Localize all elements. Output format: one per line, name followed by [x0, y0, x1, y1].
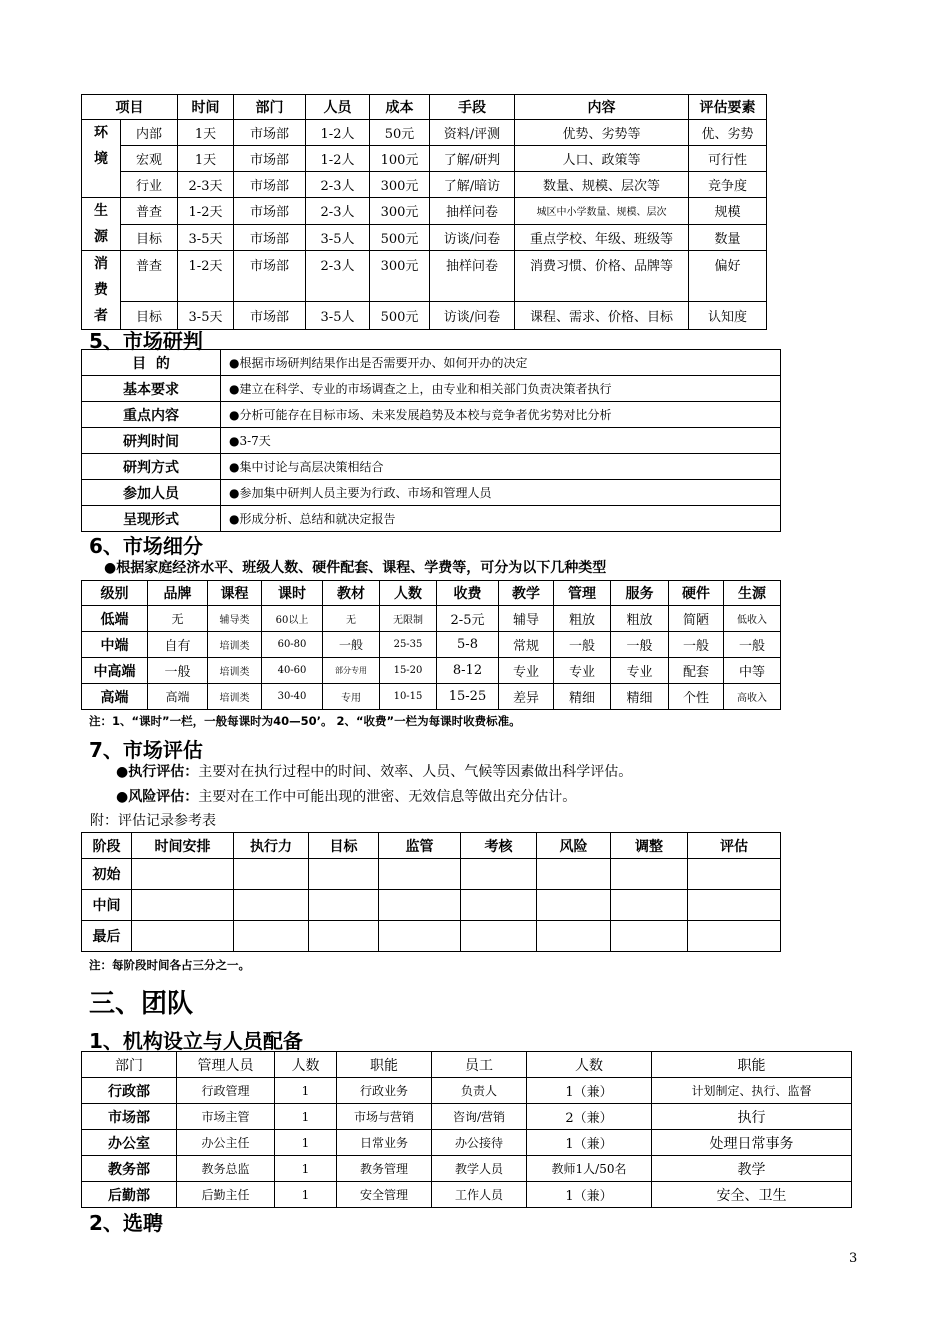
- table-row: [82, 1078, 852, 1104]
- row-label: 办公室: [82, 1130, 177, 1156]
- table-cell: 市场部: [234, 224, 306, 251]
- table-cell: 2-3天: [178, 172, 234, 198]
- table-cell: [234, 921, 309, 952]
- row-label: 最后: [82, 921, 132, 952]
- table-cell: [611, 890, 688, 921]
- group-label-consumer: [82, 251, 121, 330]
- table-cell: 工作人员: [432, 1182, 527, 1208]
- row-label: 高端: [82, 684, 148, 710]
- table-cell: 300元: [370, 251, 430, 302]
- table-row: [82, 684, 781, 710]
- table-cell: 教学人员: [432, 1156, 527, 1182]
- table-cell: 市场部: [234, 302, 306, 330]
- table-cell: 精细: [554, 684, 611, 710]
- part-3-title: 三、团队: [89, 989, 194, 1019]
- table-cell: 无: [148, 606, 208, 632]
- row-value: ●参加集中研判人员主要为行政、市场和管理人员: [221, 480, 781, 506]
- table-cell: 一般: [724, 632, 781, 658]
- table-cell: 行政管理: [177, 1078, 275, 1104]
- table-cell: 2-3人: [306, 198, 370, 225]
- bullet-text: 主要对在执行过程中的时间、效率、人员、气候等因素做出科学评估。: [198, 764, 633, 780]
- table-cell: 简陋: [669, 606, 724, 632]
- group-label-environment: [82, 120, 121, 198]
- table-cell: 消费习惯、价格、品牌等: [515, 251, 689, 302]
- table-cell: 1: [275, 1156, 337, 1182]
- appendix-caption: 附：评估记录参考表: [90, 813, 216, 829]
- group-char: 环: [94, 125, 108, 141]
- table-row: [82, 632, 781, 658]
- table-cell: [611, 921, 688, 952]
- table-cell: 辅导类: [208, 606, 262, 632]
- col-header: 教学: [499, 581, 554, 606]
- table-cell: [309, 890, 379, 921]
- header-row: [82, 581, 781, 606]
- col-header: 考核: [461, 833, 537, 859]
- row-value: ●分析可能存在目标市场、未来发展趋势及本校与竞争者优劣势对比分析: [221, 402, 781, 428]
- table-cell: 1: [275, 1182, 337, 1208]
- table-cell: 目标: [121, 224, 178, 251]
- section-6-title: 6、市场细分: [89, 534, 203, 558]
- table-cell: 1（兼）: [527, 1182, 652, 1208]
- table-row: [82, 198, 767, 225]
- table-cell: 教务总监: [177, 1156, 275, 1182]
- row-label: 中间: [82, 890, 132, 921]
- table-cell: 无限制: [380, 606, 437, 632]
- table-cell: 访谈/问卷: [430, 302, 515, 330]
- table-cell: 城区中小学数量、规模、层次: [515, 198, 689, 225]
- col-header: 评估: [688, 833, 781, 859]
- col-header: 监管: [379, 833, 461, 859]
- row-label: 研判方式: [82, 454, 221, 480]
- table-cell: 2（兼）: [527, 1104, 652, 1130]
- header-row: [82, 95, 767, 120]
- table-cell: 规模: [689, 198, 767, 225]
- table-row: [82, 480, 781, 506]
- table-cell: 市场部: [234, 120, 306, 146]
- table-cell: 计划制定、执行、监督: [652, 1078, 852, 1104]
- group-char: 源: [94, 229, 108, 245]
- table-cell: 处理日常事务: [652, 1130, 852, 1156]
- row-value: ●根据市场研判结果作出是否需要开办、如何开办的决定: [221, 350, 781, 376]
- table-cell: 数量: [689, 224, 767, 251]
- page-number: 3: [849, 1251, 858, 1266]
- table-cell: [379, 921, 461, 952]
- table-cell: 1-2天: [178, 251, 234, 302]
- table-row: [82, 454, 781, 480]
- market-segment-table: [81, 580, 781, 710]
- row-label: 呈现形式: [82, 506, 221, 532]
- table-cell: 15-25: [437, 684, 499, 710]
- table-cell: 市场部: [234, 146, 306, 172]
- row-label: 低端: [82, 606, 148, 632]
- row-label: 中高端: [82, 658, 148, 684]
- table-cell: 普查: [121, 251, 178, 302]
- table-cell: 市场部: [234, 198, 306, 225]
- table-cell: 1-2人: [306, 120, 370, 146]
- table-row: [82, 890, 781, 921]
- col-header: 硬件: [669, 581, 724, 606]
- group-char: 费: [94, 282, 108, 298]
- table-row: [82, 1156, 852, 1182]
- table-cell: 1-2天: [178, 198, 234, 225]
- col-header: 管理: [554, 581, 611, 606]
- bullet-label: ●执行评估：: [116, 764, 199, 780]
- table-cell: 3-5天: [178, 302, 234, 330]
- table-cell: 粗放: [554, 606, 611, 632]
- section-6-note: 注：1、“课时”一栏，一般每课时为40—50’。 2、“收费”一栏为每课时收费标准。: [89, 714, 521, 728]
- table-cell: [309, 921, 379, 952]
- table-cell: 抽样问卷: [430, 251, 515, 302]
- table-cell: 行业: [121, 172, 178, 198]
- table-cell: 低收入: [724, 606, 781, 632]
- group-char: 生: [94, 203, 108, 219]
- table-cell: [688, 859, 781, 890]
- row-value: ●形成分析、总结和就决定报告: [221, 506, 781, 532]
- col-header: 项目: [82, 95, 178, 120]
- table-cell: 常规: [499, 632, 554, 658]
- col-header: 职能: [652, 1052, 852, 1078]
- group-char: 者: [94, 308, 108, 324]
- col-header: 教材: [323, 581, 380, 606]
- table-cell: 认知度: [689, 302, 767, 330]
- part-3-subtitle-2: 2、选聘: [89, 1211, 163, 1235]
- table-cell: 3-5天: [178, 224, 234, 251]
- table-row: [82, 224, 767, 251]
- row-label: 参加人员: [82, 480, 221, 506]
- table-cell: 5-8: [437, 632, 499, 658]
- col-header: 调整: [611, 833, 688, 859]
- table-cell: 2-5元: [437, 606, 499, 632]
- table-cell: 人口、政策等: [515, 146, 689, 172]
- table-cell: 60以上: [262, 606, 323, 632]
- table-row: [82, 402, 781, 428]
- table-cell: 日常业务: [337, 1130, 432, 1156]
- table-cell: 一般: [323, 632, 380, 658]
- section-7-title: 7、市场评估: [89, 738, 203, 762]
- execution-evaluation: [116, 761, 632, 781]
- table-cell: [132, 859, 234, 890]
- row-value: ●3-7天: [221, 428, 781, 454]
- row-label: 研判时间: [82, 428, 221, 454]
- table-cell: 优势、劣势等: [515, 120, 689, 146]
- header-row: [82, 1052, 852, 1078]
- table-cell: [537, 859, 611, 890]
- table-cell: 高收入: [724, 684, 781, 710]
- table-row: [82, 350, 781, 376]
- part-3-subtitle-1: 1、机构设立与人员配备: [89, 1029, 303, 1053]
- table-cell: 8-12: [437, 658, 499, 684]
- bullet-label: ●风险评估：: [116, 789, 199, 805]
- table-cell: 无: [323, 606, 380, 632]
- table-cell: 优、劣势: [689, 120, 767, 146]
- table-cell: 了解/研判: [430, 146, 515, 172]
- table-cell: 一般: [611, 632, 669, 658]
- table-cell: 竞争度: [689, 172, 767, 198]
- table-cell: 资料/评测: [430, 120, 515, 146]
- table-cell: 精细: [611, 684, 669, 710]
- evaluation-record-table: [81, 832, 781, 952]
- table-cell: 办公接待: [432, 1130, 527, 1156]
- row-label: 基本要求: [82, 376, 221, 402]
- table-cell: 抽样问卷: [430, 198, 515, 225]
- col-header: 课时: [262, 581, 323, 606]
- table-cell: 部分专用: [323, 658, 380, 684]
- col-header: 员工: [432, 1052, 527, 1078]
- table-cell: [309, 859, 379, 890]
- col-header: 服务: [611, 581, 669, 606]
- table-cell: [537, 890, 611, 921]
- table-cell: 1（兼）: [527, 1130, 652, 1156]
- table-cell: 30-40: [262, 684, 323, 710]
- col-header: 成本: [370, 95, 430, 120]
- table-cell: 3-5人: [306, 302, 370, 330]
- table-row: [82, 921, 781, 952]
- col-header: 职能: [337, 1052, 432, 1078]
- col-header: 时间安排: [132, 833, 234, 859]
- table-cell: [611, 859, 688, 890]
- col-header: 手段: [430, 95, 515, 120]
- market-judgement-table: [81, 349, 781, 532]
- table-cell: [688, 921, 781, 952]
- col-header: 收费: [437, 581, 499, 606]
- table-cell: 辅导: [499, 606, 554, 632]
- table-cell: 负责人: [432, 1078, 527, 1104]
- table-cell: 目标: [121, 302, 178, 330]
- row-value: ●集中讨论与高层决策相结合: [221, 454, 781, 480]
- table-cell: 50元: [370, 120, 430, 146]
- table-cell: 高端: [148, 684, 208, 710]
- table-cell: 一般: [148, 658, 208, 684]
- table-cell: 内部: [121, 120, 178, 146]
- table-cell: 1: [275, 1130, 337, 1156]
- table-cell: 教务管理: [337, 1156, 432, 1182]
- col-header: 人员: [306, 95, 370, 120]
- table-cell: 10-15: [380, 684, 437, 710]
- table-cell: 行政业务: [337, 1078, 432, 1104]
- table-cell: 专用: [323, 684, 380, 710]
- table-cell: [234, 859, 309, 890]
- table-row: [82, 251, 767, 302]
- table-cell: 宏观: [121, 146, 178, 172]
- table-row: [82, 1104, 852, 1130]
- table-row: [82, 120, 767, 146]
- col-header: 人数: [275, 1052, 337, 1078]
- table-row: [82, 506, 781, 532]
- table-cell: 粗放: [611, 606, 669, 632]
- table-row: [82, 1182, 852, 1208]
- table-cell: 1天: [178, 146, 234, 172]
- col-header: 阶段: [82, 833, 132, 859]
- table-row: [82, 859, 781, 890]
- table-row: [82, 658, 781, 684]
- table-cell: 个性: [669, 684, 724, 710]
- row-label: 市场部: [82, 1104, 177, 1130]
- col-header: 人数: [527, 1052, 652, 1078]
- table-cell: [379, 859, 461, 890]
- section-5-title: 5、市场研判: [89, 329, 203, 353]
- table-cell: [537, 921, 611, 952]
- risk-evaluation: [116, 786, 576, 806]
- table-cell: 教师1人/50名: [527, 1156, 652, 1182]
- col-header: 评估要素: [689, 95, 767, 120]
- row-label: 后勤部: [82, 1182, 177, 1208]
- table-cell: [461, 921, 537, 952]
- table-cell: 500元: [370, 302, 430, 330]
- section-7-note: 注：每阶段时间各占三分之一。: [89, 958, 250, 972]
- table-cell: [132, 890, 234, 921]
- table-cell: 一般: [669, 632, 724, 658]
- table-cell: 自有: [148, 632, 208, 658]
- row-label: 目 的: [82, 350, 221, 376]
- table-cell: 办公主任: [177, 1130, 275, 1156]
- col-header: 目标: [309, 833, 379, 859]
- table-cell: [461, 859, 537, 890]
- table-cell: [132, 921, 234, 952]
- group-char: 境: [94, 151, 108, 167]
- table-cell: 40-60: [262, 658, 323, 684]
- col-header: 生源: [724, 581, 781, 606]
- col-header: 课程: [208, 581, 262, 606]
- table-cell: 100元: [370, 146, 430, 172]
- table-cell: 执行: [652, 1104, 852, 1130]
- col-header: 部门: [82, 1052, 177, 1078]
- table-cell: 500元: [370, 224, 430, 251]
- table-cell: 2-3人: [306, 251, 370, 302]
- table-cell: 3-5人: [306, 224, 370, 251]
- table-row: [82, 428, 781, 454]
- col-header: 人数: [380, 581, 437, 606]
- table-cell: 专业: [554, 658, 611, 684]
- col-header: 执行力: [234, 833, 309, 859]
- col-header: 级别: [82, 581, 148, 606]
- table-cell: 25-35: [380, 632, 437, 658]
- table-cell: 专业: [611, 658, 669, 684]
- table-cell: 安全、卫生: [652, 1182, 852, 1208]
- table-cell: 市场部: [234, 251, 306, 302]
- row-label: 初始: [82, 859, 132, 890]
- table-cell: [461, 890, 537, 921]
- table-cell: 可行性: [689, 146, 767, 172]
- table-row: [82, 1130, 852, 1156]
- table-cell: 课程、需求、价格、目标: [515, 302, 689, 330]
- col-header: 部门: [234, 95, 306, 120]
- table-cell: 15-20: [380, 658, 437, 684]
- table-cell: 300元: [370, 198, 430, 225]
- group-char: 消: [94, 256, 108, 272]
- table-cell: 重点学校、年级、班级等: [515, 224, 689, 251]
- table-cell: 配套: [669, 658, 724, 684]
- table-cell: 普查: [121, 198, 178, 225]
- table-cell: 培训类: [208, 658, 262, 684]
- header-row: [82, 833, 781, 859]
- col-header: 时间: [178, 95, 234, 120]
- table-cell: 咨询/营销: [432, 1104, 527, 1130]
- row-label: 重点内容: [82, 402, 221, 428]
- table-row: [82, 606, 781, 632]
- market-survey-table: [81, 94, 767, 330]
- table-cell: 偏好: [689, 251, 767, 302]
- table-cell: [688, 890, 781, 921]
- table-cell: 了解/暗访: [430, 172, 515, 198]
- group-label-source: [82, 198, 121, 251]
- table-cell: 1（兼）: [527, 1078, 652, 1104]
- table-cell: 数量、规模、层次等: [515, 172, 689, 198]
- table-cell: 安全管理: [337, 1182, 432, 1208]
- col-header: 品牌: [148, 581, 208, 606]
- section-6-intro: ●根据家庭经济水平、班级人数、硬件配套、课程、学费等，可分为以下几种类型: [104, 560, 607, 576]
- row-value: ●建立在科学、专业的市场调查之上，由专业和相关部门负责决策者执行: [221, 376, 781, 402]
- col-header: 风险: [537, 833, 611, 859]
- table-cell: 1: [275, 1104, 337, 1130]
- table-cell: 1天: [178, 120, 234, 146]
- table-cell: 培训类: [208, 632, 262, 658]
- col-header: 内容: [515, 95, 689, 120]
- table-cell: 中等: [724, 658, 781, 684]
- table-cell: 差异: [499, 684, 554, 710]
- table-cell: 市场主管: [177, 1104, 275, 1130]
- table-row: [82, 172, 767, 198]
- table-cell: [234, 890, 309, 921]
- table-row: [82, 376, 781, 402]
- col-header: 管理人员: [177, 1052, 275, 1078]
- row-label: 行政部: [82, 1078, 177, 1104]
- staffing-table: [81, 1051, 852, 1208]
- bullet-text: 主要对在工作中可能出现的泄密、无效信息等做出充分估计。: [198, 789, 577, 805]
- table-cell: [379, 890, 461, 921]
- table-cell: 1-2人: [306, 146, 370, 172]
- table-cell: 1: [275, 1078, 337, 1104]
- table-cell: 300元: [370, 172, 430, 198]
- table-cell: 市场部: [234, 172, 306, 198]
- table-cell: 专业: [499, 658, 554, 684]
- table-cell: 2-3人: [306, 172, 370, 198]
- table-cell: 培训类: [208, 684, 262, 710]
- table-row: [82, 146, 767, 172]
- table-cell: 后勤主任: [177, 1182, 275, 1208]
- row-label: 教务部: [82, 1156, 177, 1182]
- table-cell: 60-80: [262, 632, 323, 658]
- table-cell: 市场与营销: [337, 1104, 432, 1130]
- row-label: 中端: [82, 632, 148, 658]
- table-cell: 教学: [652, 1156, 852, 1182]
- table-cell: 一般: [554, 632, 611, 658]
- table-cell: 访谈/问卷: [430, 224, 515, 251]
